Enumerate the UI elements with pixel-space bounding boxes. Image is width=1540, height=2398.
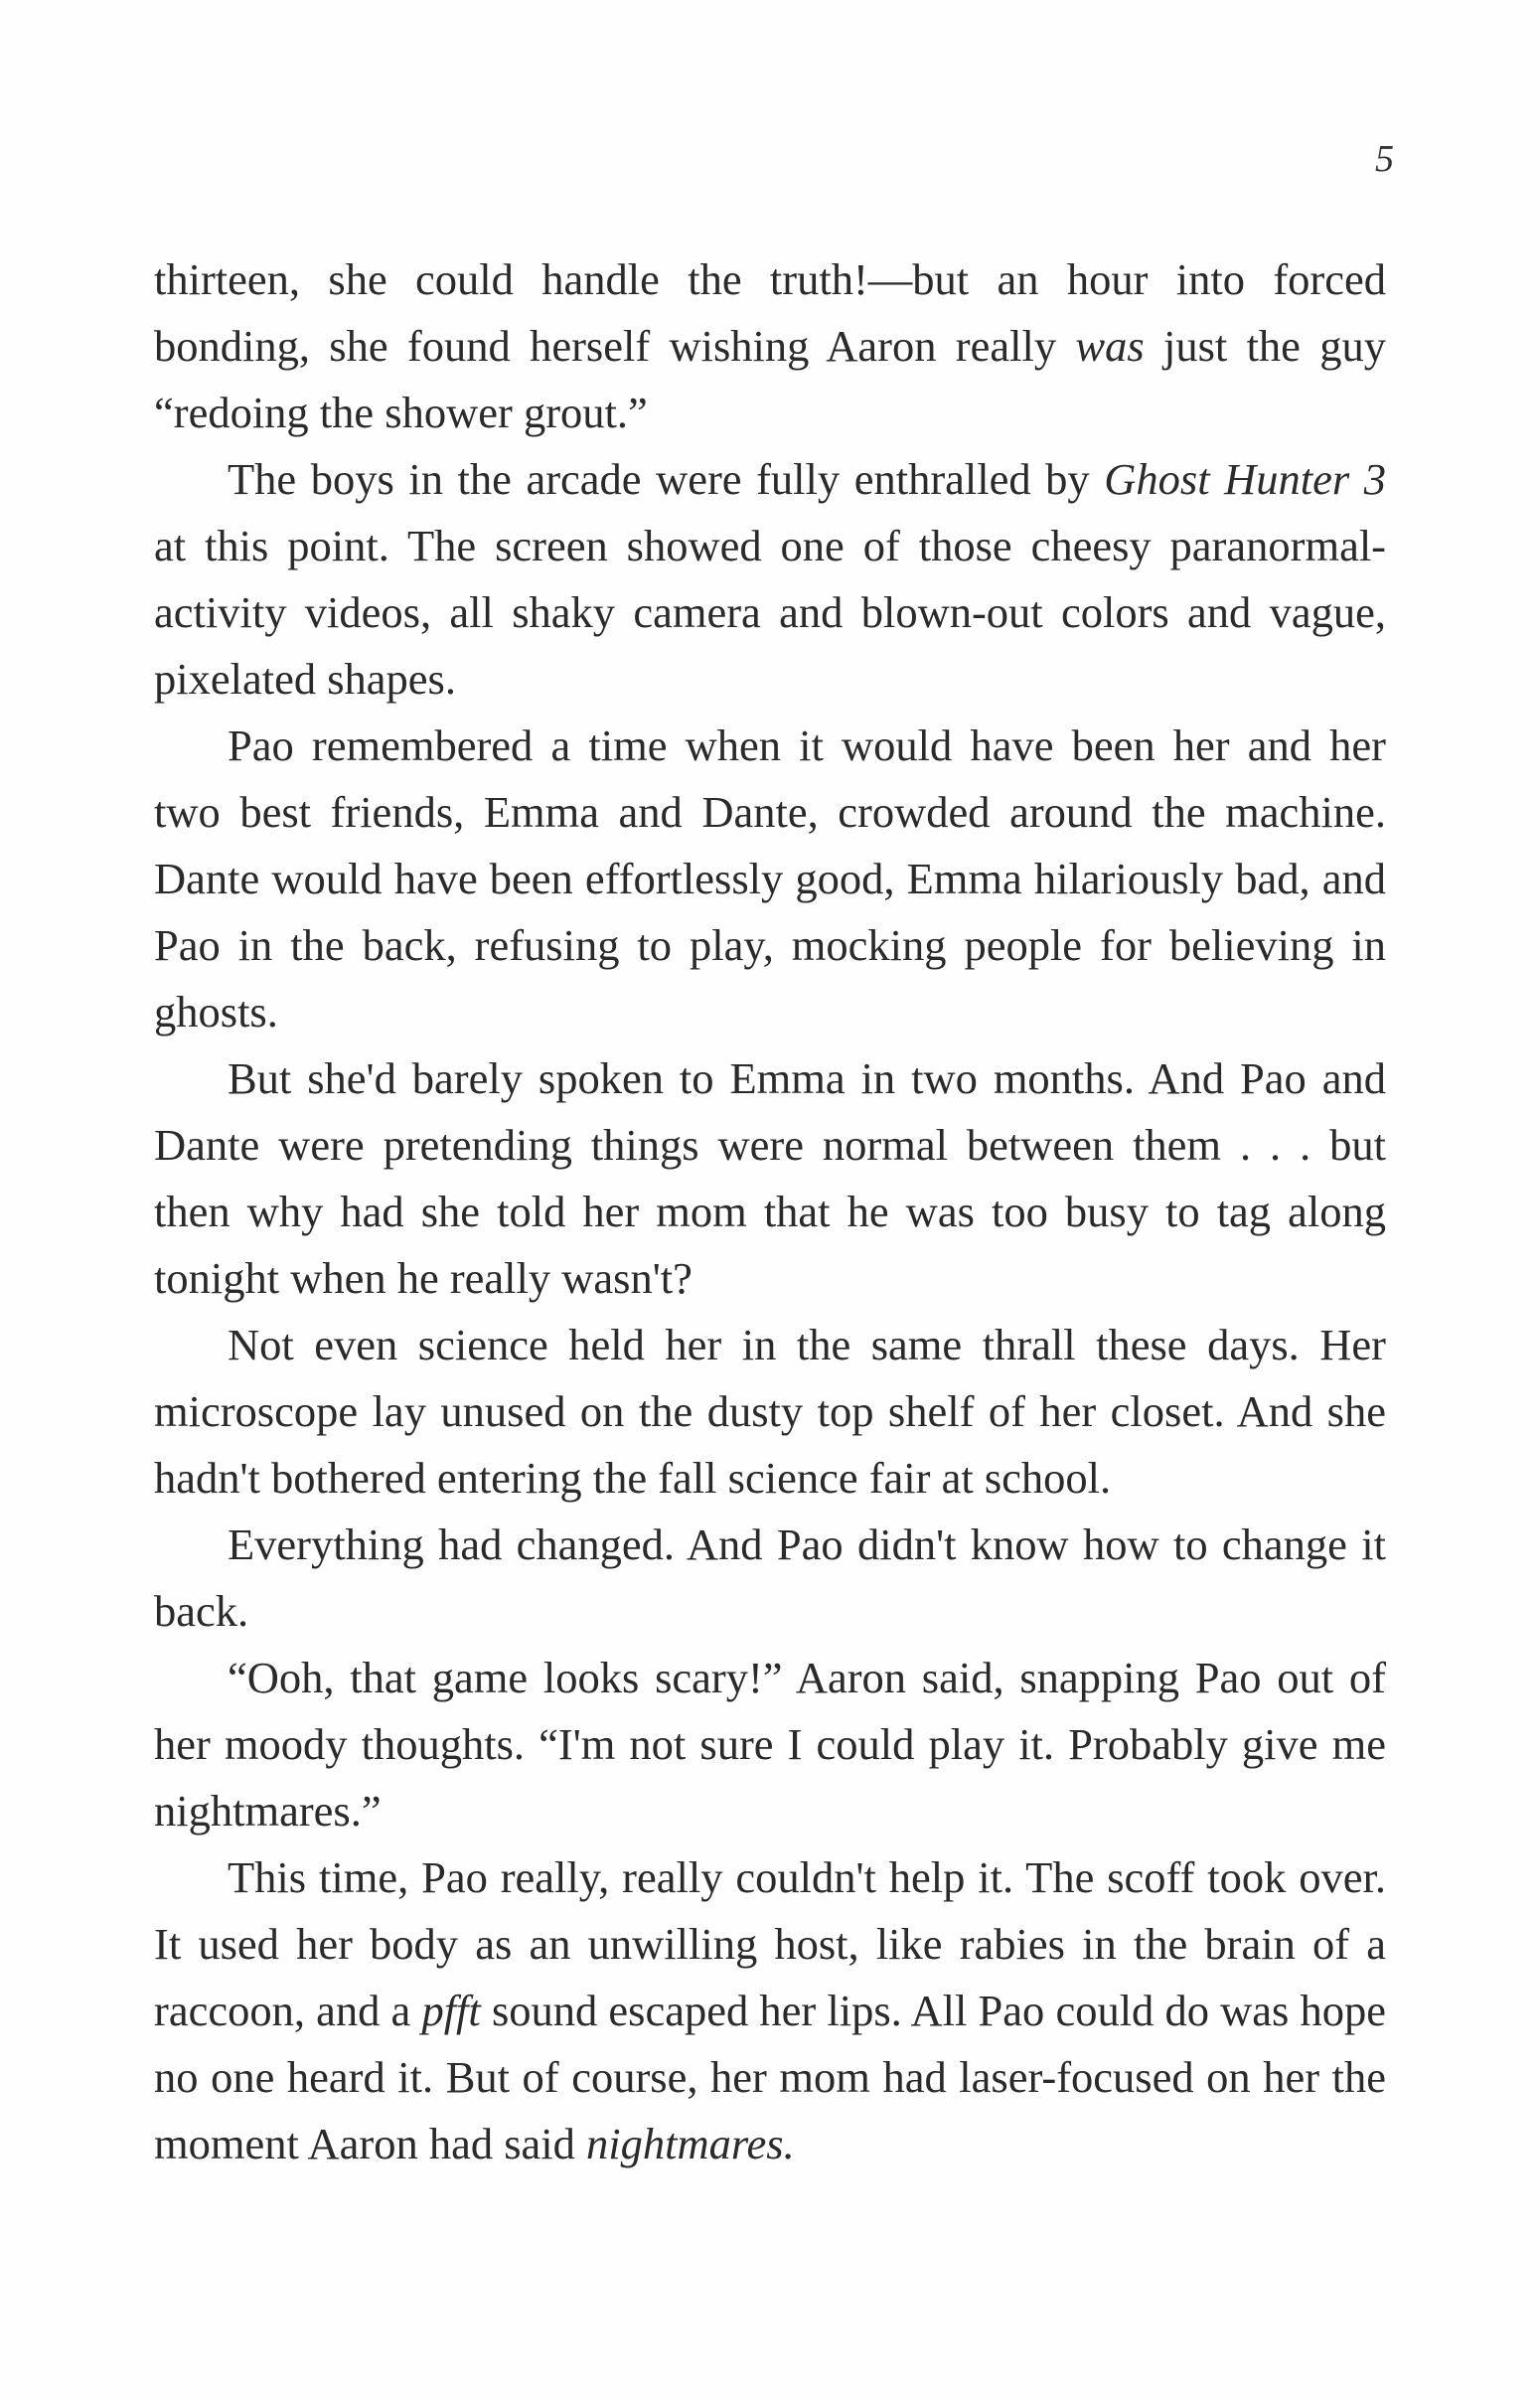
text-segment: But she'd barely spoken to Emma in two months. And Pao and Dante were pretending things were normal between them . . . but then why had she told her mom that he was too busy to tag along tonight when he really wasn't? <box>154 1053 1386 1303</box>
text-segment: “Ooh, that game looks scary!” Aaron said, snapping Pao out of her moody thoughts. “I'm not sure I could play it. Probably give me nightmares.” <box>154 1653 1386 1836</box>
paragraph <box>154 1045 1386 1312</box>
text-segment: at this point. The screen showed one of those cheesy paranormal-activity videos, all shaky camera and blown-out colors and vague, pixelated shapes. <box>154 521 1386 704</box>
paragraph <box>154 246 1386 446</box>
text-segment: Everything had changed. And Pao didn't know how to change it back. <box>154 1519 1386 1636</box>
italic-text: Ghost Hunter 3 <box>1104 454 1386 504</box>
text-segment: This time, Pao really, really couldn't help it. The scoff took over. It used her body as an unwilling host, like rabies in the brain of a raccoon, and a <box>154 1852 1386 2035</box>
text-segment: Pao remembered a time when it would have been her and her two best friends, Emma and Dante, crowded around the machine. Dante would have been effortlessly good, Emma hilariously bad, and Pao in the back, refusing to play, mocking people for believing in ghosts. <box>154 720 1386 1037</box>
text-segment: The boys in the arcade were fully enthralled by <box>228 454 1105 504</box>
paragraph <box>154 1512 1386 1645</box>
text-segment: just the guy “redoing the shower grout.” <box>154 321 1386 437</box>
page-number: 5 <box>1375 138 1394 180</box>
paragraph <box>154 1645 1386 1844</box>
paragraph <box>154 1844 1386 2177</box>
paragraph <box>154 446 1386 713</box>
text-segment: thirteen, she could handle the truth!—but an hour into forced bonding, she found herself wishing Aaron really <box>154 254 1386 371</box>
italic-text: was <box>1075 321 1145 371</box>
italic-text: nightmares. <box>586 2119 795 2168</box>
text-segment: sound escaped her lips. All Pao could do was hope no one heard it. But of course, her mom had laser-focused on her the moment Aaron had said <box>154 1986 1387 2168</box>
italic-text: pfft <box>421 1986 481 2035</box>
text-segment: Not even science held her in the same thrall these days. Her microscope lay unused on the dusty top shelf of her closet. And she hadn't bothered entering the fall science fair at school. <box>154 1320 1386 1503</box>
paragraph <box>154 713 1386 1045</box>
body-text <box>154 246 1386 2177</box>
paragraph <box>154 1312 1386 1512</box>
